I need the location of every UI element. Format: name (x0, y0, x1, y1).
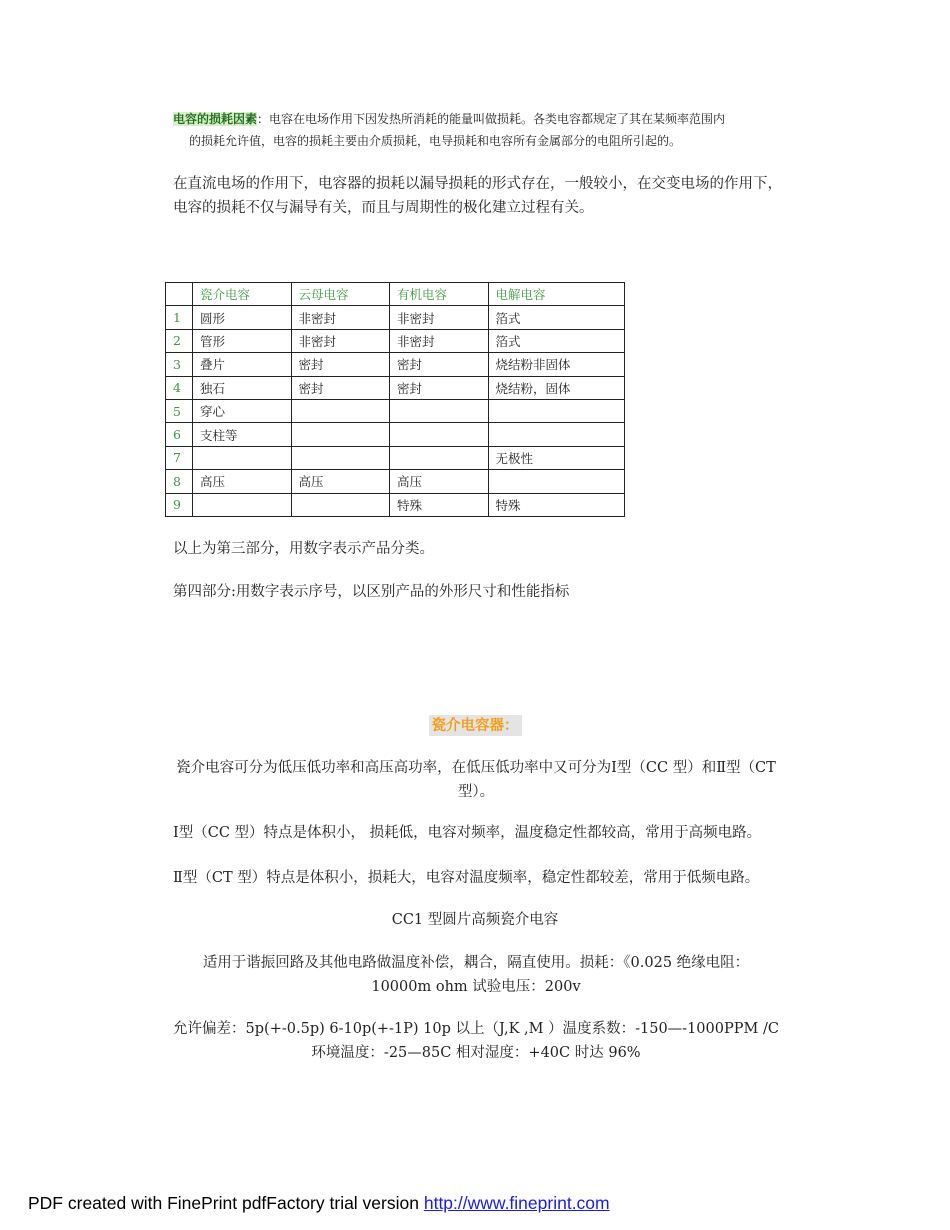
table-row (166, 446, 625, 469)
row-number-cell: 7 (166, 446, 193, 469)
header-cell: 电解电容 (488, 283, 624, 306)
table-cell: 特殊 (390, 493, 489, 516)
part3-note: 以上为第三部分，用数字表示产品分类。 (173, 541, 434, 557)
table-cell: 高压 (193, 470, 292, 493)
table-cell (291, 423, 390, 446)
table-cell: 密封 (291, 376, 390, 399)
table-cell: 无极性 (488, 446, 624, 469)
cc1-title: CC1 型圆片高频瓷介电容 (391, 912, 559, 928)
table-cell: 非密封 (291, 306, 390, 329)
table-cell: 非密封 (390, 329, 489, 352)
ceramic-heading-text: 瓷介电容器： (429, 715, 522, 736)
table-cell: 密封 (291, 353, 390, 376)
footer-text: PDF created with FinePrint pdfFactory trial version (28, 1193, 424, 1213)
table-cell: 箔式 (488, 329, 624, 352)
table-cell (390, 399, 489, 422)
table-row (166, 329, 625, 352)
classification-table (165, 282, 625, 517)
type2-description: Ⅱ型（CT 型）特点是体积小，损耗大，电容对温度频率，稳定性都较差，常用于低频电路。 (173, 870, 760, 886)
loss-factor-paragraph (173, 108, 783, 152)
table-cell (291, 493, 390, 516)
table-row (166, 376, 625, 399)
header-cell: 云母电容 (291, 283, 390, 306)
type1-description: Ⅰ型（CC 型）特点是体积小， 损耗低，电容对频率，温度稳定性都较高，常用于高频电路。 (173, 825, 762, 841)
ceramic-intro: 瓷介电容可分为低压低功率和高压高功率，在低压低功率中又可分为Ⅰ型（CC 型）和Ⅱ型（CT 型）。 (176, 760, 776, 800)
loss-factor-line1: ：电容在电场作用下因发热所消耗的能量叫做损耗。各类电容都规定了其在某频率范围内 (257, 112, 726, 126)
table-header-row (166, 283, 625, 306)
table-row (166, 306, 625, 329)
table-row (166, 423, 625, 446)
table-cell: 高压 (291, 470, 390, 493)
table-row (166, 399, 625, 422)
table-cell: 箔式 (488, 306, 624, 329)
row-number-cell: 8 (166, 470, 193, 493)
table-cell (193, 446, 292, 469)
table-cell: 叠片 (193, 353, 292, 376)
header-cell: 有机电容 (390, 283, 489, 306)
loss-factor-term: 电容的损耗因素 (173, 112, 258, 126)
table-cell: 非密封 (291, 329, 390, 352)
row-number-cell: 9 (166, 493, 193, 516)
table-cell (291, 446, 390, 469)
row-number-cell: 2 (166, 329, 193, 352)
table-cell: 密封 (390, 376, 489, 399)
header-cell (166, 283, 193, 306)
table-cell: 高压 (390, 470, 489, 493)
table-row (166, 353, 625, 376)
table-cell: 圆形 (193, 306, 292, 329)
dc-field-paragraph: 在直流电场的作用下，电容器的损耗以漏导损耗的形式存在，一般较小，在交变电场的作用下，电容的损耗不仅与漏导有关，而且与周期性的极化建立过程有关。 (173, 176, 782, 216)
table-cell: 烧结粉，固体 (488, 376, 624, 399)
fineprint-link[interactable]: http://www.fineprint.com (423, 1193, 610, 1213)
table-cell: 管形 (193, 329, 292, 352)
table-row (166, 470, 625, 493)
row-number-cell: 3 (166, 353, 193, 376)
table-cell (390, 446, 489, 469)
cc1-usage: 适用于谐振回路及其他电路做温度补偿，耦合，隔直使用。损耗：《0.025 绝缘电阻：10000m ohm 试验电压：200v (202, 955, 750, 995)
table-cell: 特殊 (488, 493, 624, 516)
row-number-cell: 1 (166, 306, 193, 329)
table-cell: 非密封 (390, 306, 489, 329)
row-number-cell: 6 (166, 423, 193, 446)
table-cell (488, 423, 624, 446)
header-cell: 瓷介电容 (193, 283, 292, 306)
table-row (166, 493, 625, 516)
table-cell: 密封 (390, 353, 489, 376)
row-number-cell: 4 (166, 376, 193, 399)
row-number-cell: 5 (166, 399, 193, 422)
table-cell (488, 470, 624, 493)
loss-factor-line2: 的损耗允许值，电容的损耗主要由介质损耗，电导损耗和电容所有金属部分的电阻所引起的。 (189, 134, 682, 148)
table-cell (390, 423, 489, 446)
table-cell (488, 399, 624, 422)
ceramic-heading (0, 714, 950, 735)
table-cell: 烧结粉非固体 (488, 353, 624, 376)
table-cell (291, 399, 390, 422)
pdf-footer (28, 1193, 610, 1214)
table-cell: 穿心 (193, 399, 292, 422)
part4-note: 第四部分:用数字表示序号，以区别产品的外形尺寸和性能指标 (173, 584, 570, 600)
table-cell: 独石 (193, 376, 292, 399)
table-cell (193, 493, 292, 516)
cc1-specs: 允许偏差：5p(+-0.5p) 6-10p(+-1P) 10p 以上（J,K ,M ）温度系数：-150—-1000PPM /C 环境温度：-25—85C 相对湿度：+40C 时达 96% (173, 1021, 779, 1061)
table-cell: 支柱等 (193, 423, 292, 446)
